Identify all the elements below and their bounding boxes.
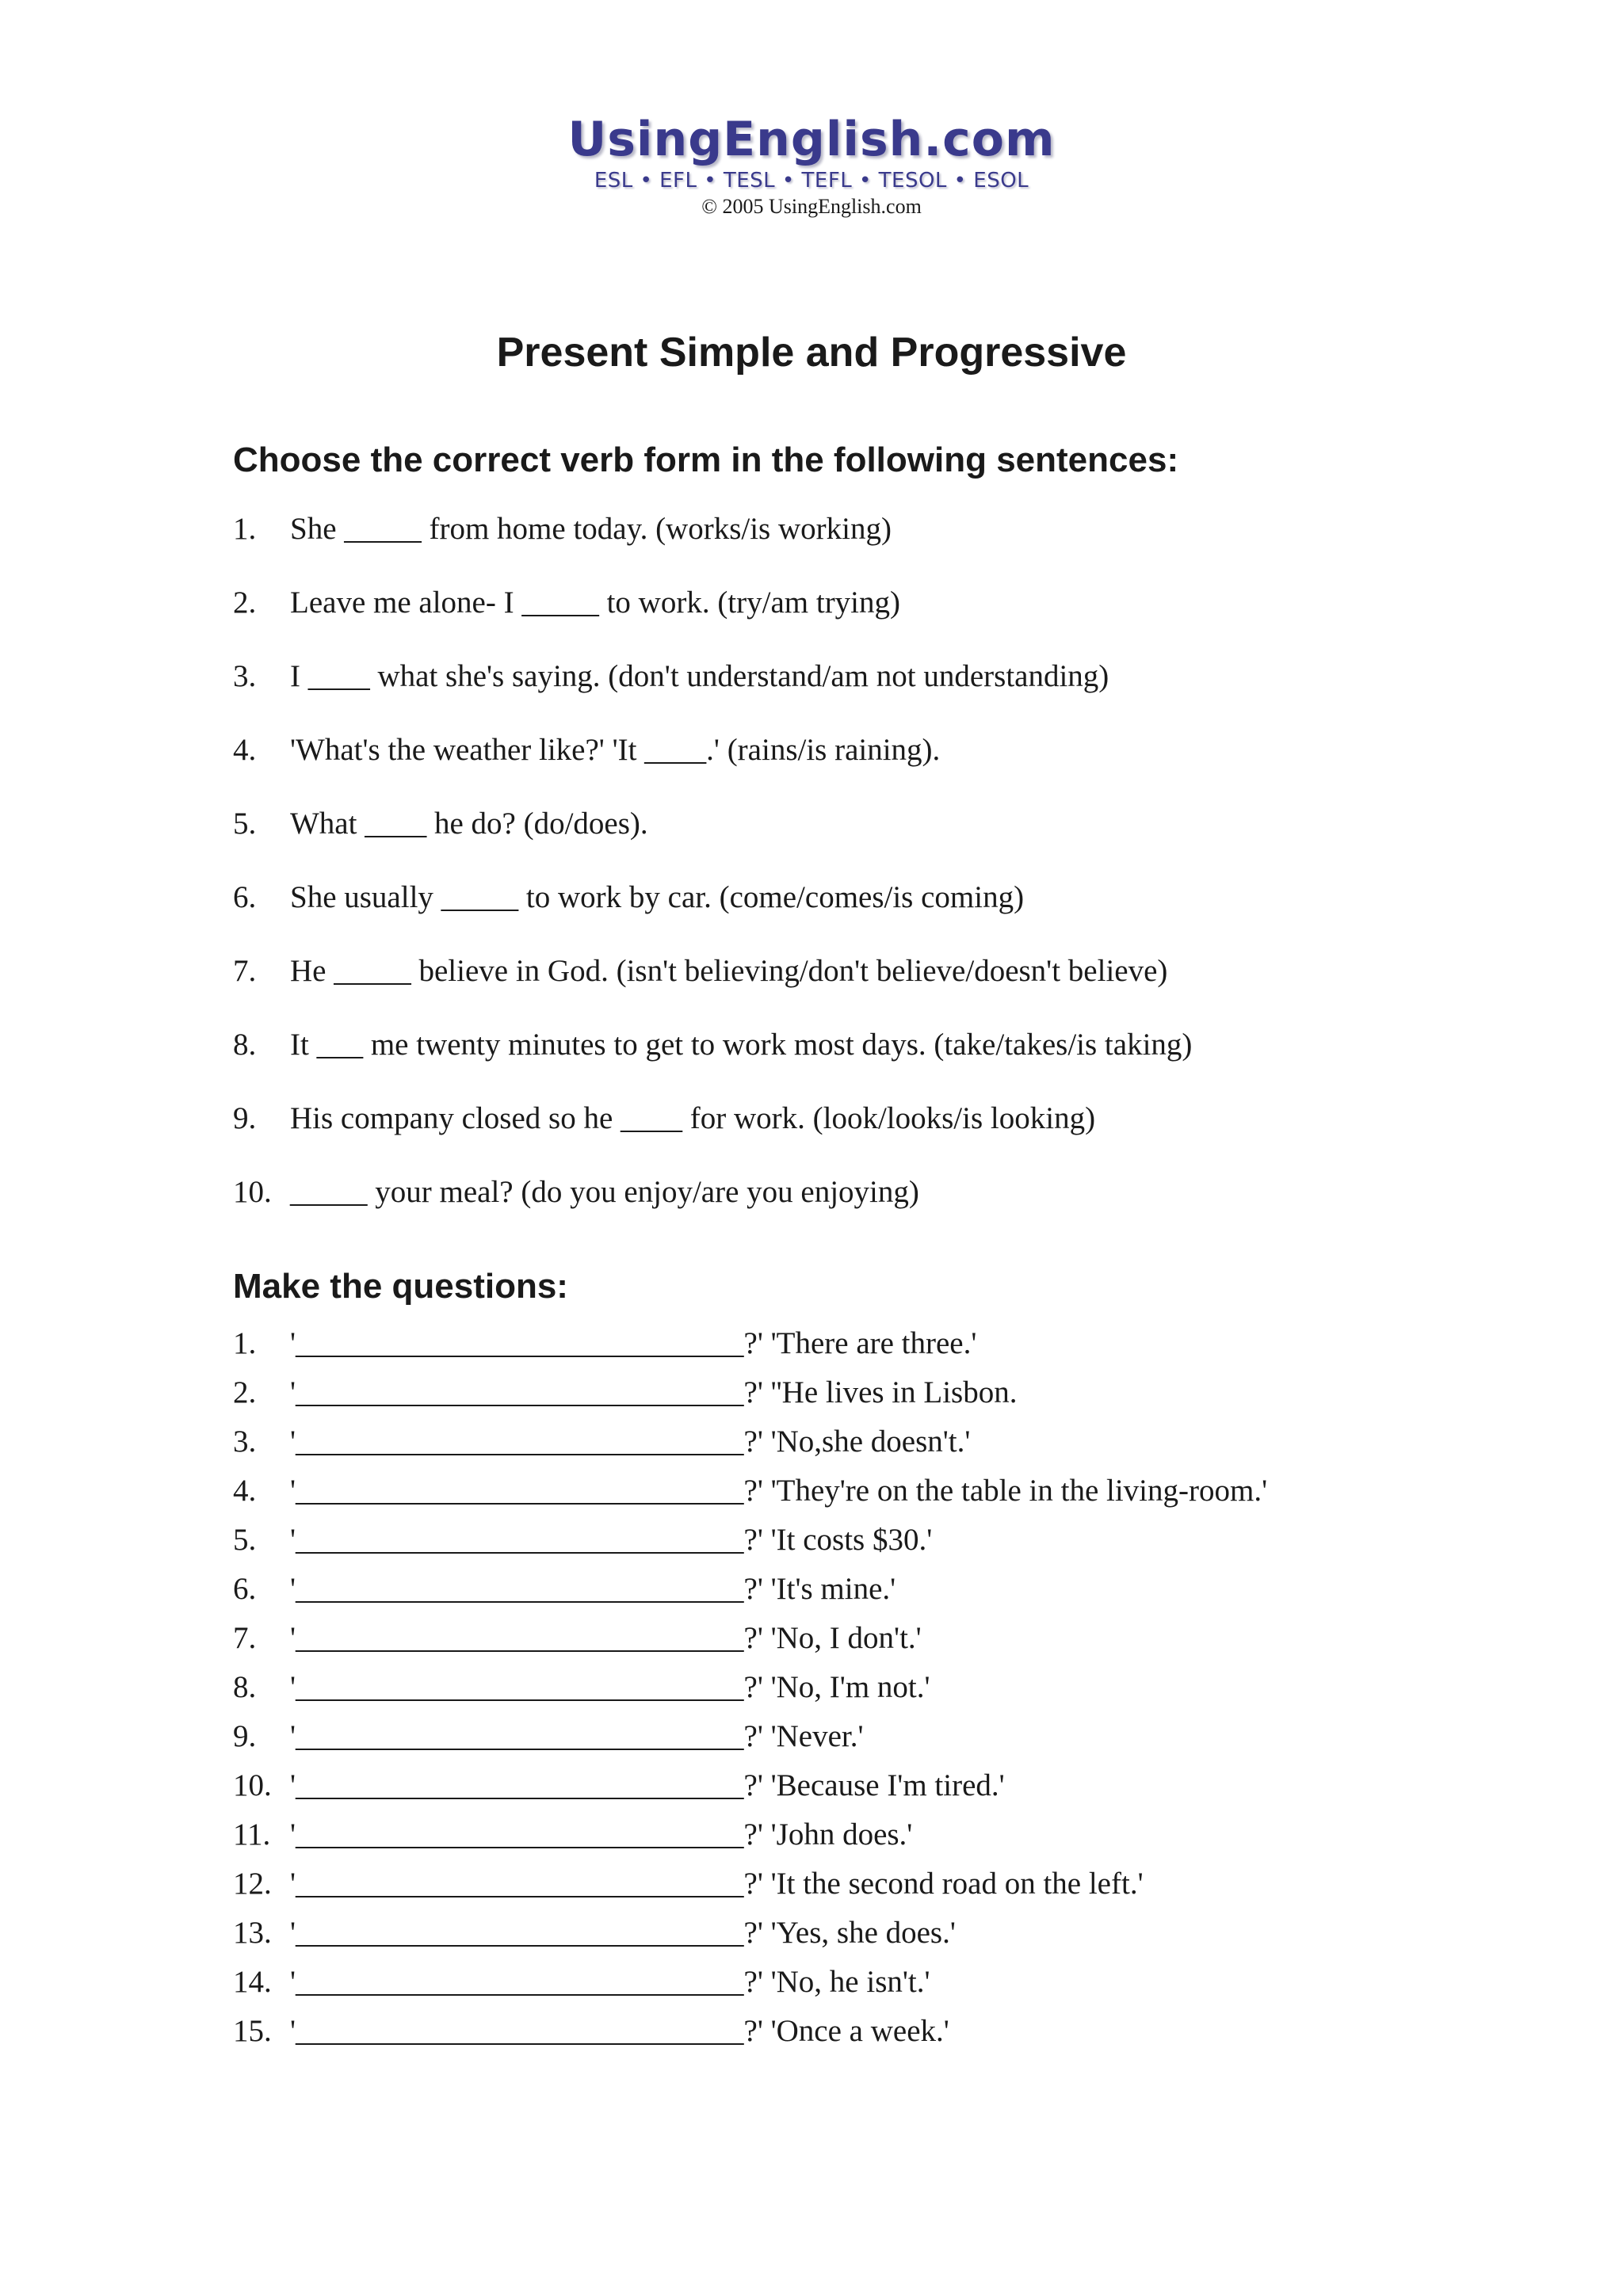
- item-number: 6.: [233, 880, 257, 914]
- item-text: '_____________________________?' 'Never.': [290, 1719, 864, 1753]
- item-text: '_____________________________?' 'No, he isn't.': [290, 1965, 930, 1999]
- site-header: [0, 111, 1623, 220]
- item-text: '_____________________________?' 'It's mine.': [290, 1572, 896, 1606]
- item-text: She _____ from home today. (works/is working): [290, 512, 892, 546]
- item-number: 4.: [233, 733, 257, 767]
- item-text: '_____________________________?' 'No, I don't.': [290, 1621, 922, 1655]
- item-number: 5.: [233, 807, 257, 841]
- item-number: 4.: [233, 1474, 257, 1508]
- item-number: 1.: [233, 512, 257, 546]
- item-text: '_____________________________?' 'They're on the table in the living-room.': [290, 1474, 1268, 1508]
- item-number: 15.: [233, 2014, 272, 2048]
- item-text: She usually _____ to work by car. (come/comes/is coming): [290, 880, 1025, 914]
- item-text: '_____________________________?' 'There are three.': [290, 1326, 977, 1360]
- item-text: '_____________________________?' 'No, I'm not.': [290, 1670, 930, 1704]
- item-text: '_____________________________?' 'John does.': [290, 1817, 913, 1852]
- item-text: '_____________________________?' 'It costs $30.': [290, 1523, 933, 1557]
- item-number: 2.: [233, 585, 257, 620]
- worksheet-title: Present Simple and Progressive: [496, 330, 1127, 376]
- item-text: He _____ believe in God. (isn't believing/don't believe/doesn't believe): [290, 954, 1168, 988]
- item-number: 3.: [233, 1425, 257, 1459]
- item-number: 8.: [233, 1028, 257, 1062]
- item-number: 13.: [233, 1916, 272, 1950]
- section-heading-make-questions: Make the questions:: [233, 1267, 568, 1306]
- item-number: 9.: [233, 1719, 257, 1753]
- item-text: _____ your meal? (do you enjoy/are you enjoying): [290, 1175, 919, 1209]
- item-number: 6.: [233, 1572, 257, 1606]
- item-number: 7.: [233, 954, 257, 988]
- site-logo: UsingEnglish.com: [567, 112, 1056, 167]
- item-text: '_____________________________?' 'Because I'm tired.': [290, 1768, 1005, 1802]
- item-number: 1.: [233, 1326, 257, 1360]
- item-number: 8.: [233, 1670, 257, 1704]
- item-text: '_____________________________?' 'No,she doesn't.': [290, 1425, 971, 1459]
- item-number: 3.: [233, 659, 257, 693]
- item-text: What ____ he do? (do/does).: [290, 807, 648, 841]
- item-number: 2.: [233, 1375, 257, 1409]
- item-text: '_____________________________?' ''He lives in Lisbon.: [290, 1375, 1018, 1409]
- item-text: '_____________________________?' 'It the second road on the left.': [290, 1867, 1144, 1901]
- item-number: 14.: [233, 1965, 272, 1999]
- item-number: 7.: [233, 1621, 257, 1655]
- item-number: 5.: [233, 1523, 257, 1557]
- logo-tagline: ESL • EFL • TESL • TEFL • TESOL • ESOL: [594, 169, 1029, 193]
- copyright-notice: © 2005 UsingEnglish.com: [701, 195, 922, 218]
- item-text: Leave me alone- I _____ to work. (try/am trying): [290, 585, 901, 620]
- item-text: His company closed so he ____ for work. (look/looks/is looking): [290, 1101, 1096, 1135]
- item-text: I ____ what she's saying. (don't understand/am not understanding): [290, 659, 1109, 693]
- item-number: 11.: [233, 1817, 271, 1852]
- item-text: It ___ me twenty minutes to get to work most days. (take/takes/is taking): [290, 1028, 1193, 1062]
- item-number: 12.: [233, 1867, 272, 1901]
- item-text: '_____________________________?' 'Once a week.': [290, 2014, 949, 2048]
- item-text: '_____________________________?' 'Yes, she does.': [290, 1916, 956, 1950]
- item-number: 10.: [233, 1768, 272, 1802]
- item-number: 10.: [233, 1175, 272, 1209]
- item-number: 9.: [233, 1101, 257, 1135]
- item-text: 'What's the weather like?' 'It ____.' (rains/is raining).: [290, 733, 941, 767]
- section-heading-choose-verb: Choose the correct verb form in the following sentences:: [233, 441, 1179, 479]
